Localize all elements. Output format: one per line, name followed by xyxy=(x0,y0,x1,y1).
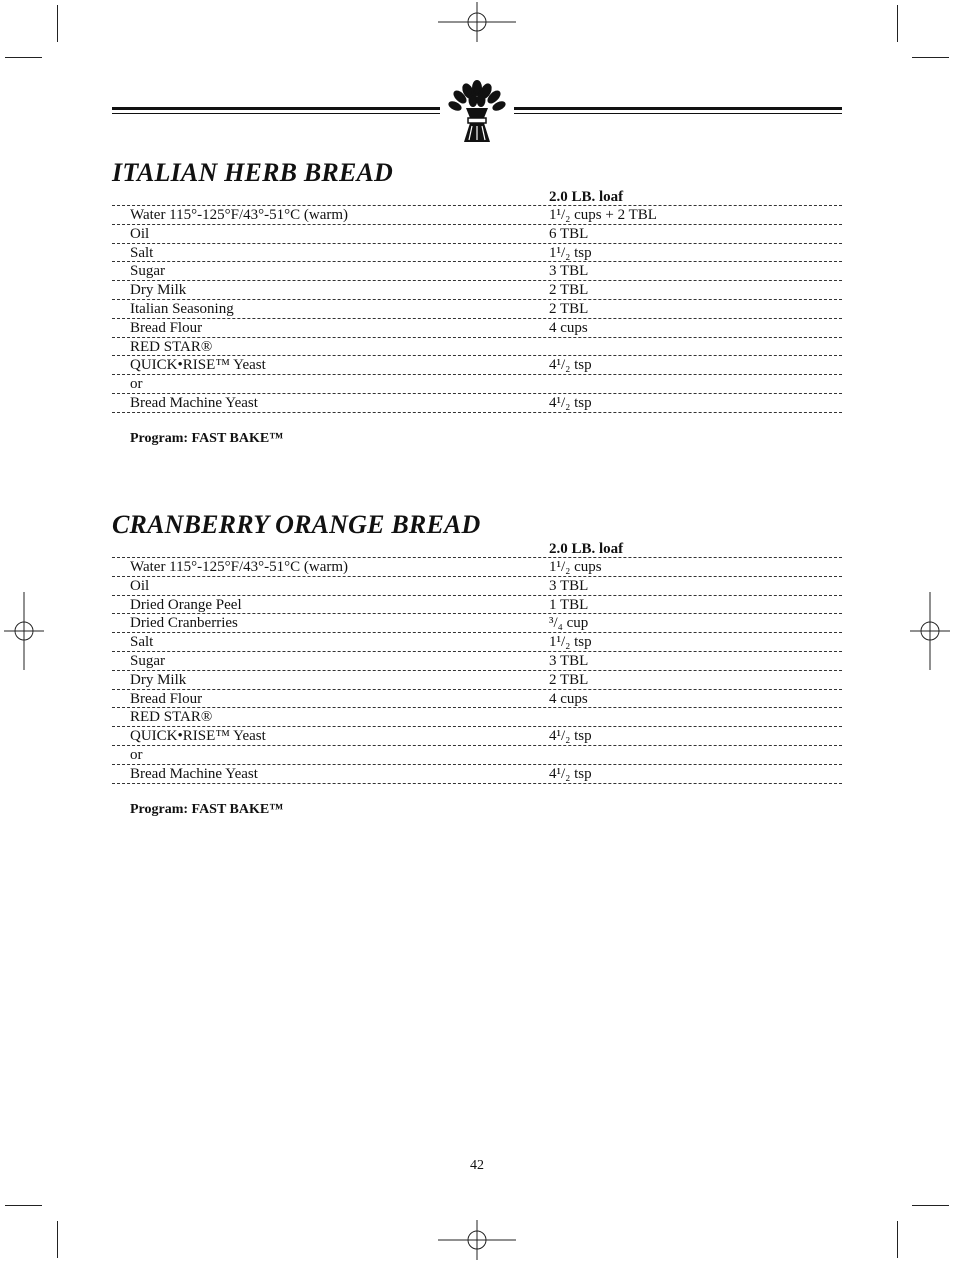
table-row xyxy=(112,319,842,338)
ingredient-amount: 4 cups xyxy=(549,319,588,336)
table-row xyxy=(112,690,842,709)
ingredient-name: RED STAR® xyxy=(130,709,213,726)
crop-mark xyxy=(57,5,58,42)
table-row xyxy=(112,671,842,690)
ingredient-amount: 1 TBL xyxy=(549,596,589,613)
table-row xyxy=(112,394,842,413)
table-row xyxy=(112,614,842,633)
ingredient-amount: 2 TBL xyxy=(549,671,589,688)
table-row xyxy=(112,262,842,281)
ingredient-amount: 3 TBL xyxy=(549,263,589,280)
ingredient-amount: 6 TBL xyxy=(549,225,589,242)
ingredient-name: Bread Flour xyxy=(130,319,203,336)
ingredient-name: Bread Machine Yeast xyxy=(130,765,258,782)
page-number: 42 xyxy=(470,1158,484,1173)
registration-mark-icon xyxy=(438,1220,516,1260)
ingredient-name: or xyxy=(130,746,143,763)
loaf-size-header: 2.0 LB. loaf xyxy=(112,188,842,206)
registration-mark-icon xyxy=(438,2,516,42)
ingredient-name: Sugar xyxy=(130,652,165,669)
crop-mark xyxy=(5,57,42,58)
ingredient-table xyxy=(112,558,842,784)
recipe-cranberry-orange-bread xyxy=(112,510,842,818)
ingredient-amount: 1¹/₂ cups + 2 TBL xyxy=(549,207,657,223)
ingredient-name: Bread Flour xyxy=(130,690,203,707)
ingredient-amount: ³/₄ cup xyxy=(549,615,589,632)
ingredient-name: Dried Cranberries xyxy=(130,615,238,632)
table-row xyxy=(112,300,842,319)
ingredient-name: QUICK•RISE™ Yeast xyxy=(130,728,266,745)
table-row xyxy=(112,727,842,746)
table-row xyxy=(112,577,842,596)
table-row xyxy=(112,375,842,394)
ingredient-amount: 2 TBL xyxy=(549,282,589,299)
ingredient-amount: 4¹/₂ tsp xyxy=(549,728,592,745)
crop-mark xyxy=(897,1221,898,1258)
table-row xyxy=(112,746,842,765)
ingredient-amount: 3 TBL xyxy=(549,652,589,669)
table-row xyxy=(112,356,842,375)
table-row xyxy=(112,558,842,577)
ingredient-amount: 2 TBL xyxy=(549,300,589,317)
registration-mark-icon xyxy=(910,592,950,670)
ingredient-name: Bread Machine Yeast xyxy=(130,394,258,411)
ingredient-amount: 4¹/₂ tsp xyxy=(549,357,592,374)
ingredient-name: or xyxy=(130,376,143,393)
table-row xyxy=(112,765,842,784)
ingredient-table xyxy=(112,206,842,413)
recipe-title: CRANBERRY ORANGE BREAD xyxy=(112,510,481,539)
table-row xyxy=(112,244,842,263)
table-row xyxy=(112,708,842,727)
registration-mark-icon xyxy=(4,592,44,670)
loaf-size-header: 2.0 LB. loaf xyxy=(112,540,842,558)
ingredient-name: QUICK•RISE™ Yeast xyxy=(130,357,266,374)
program-setting: Program: FAST BAKE™ xyxy=(130,430,284,446)
crop-mark xyxy=(912,57,949,58)
ingredient-amount: 4 cups xyxy=(549,690,588,707)
table-row xyxy=(112,206,842,225)
crop-mark xyxy=(5,1205,42,1206)
ingredient-name: Oil xyxy=(130,225,150,242)
ingredient-amount: 4¹/₂ tsp xyxy=(549,394,592,411)
ingredient-name: Dried Orange Peel xyxy=(130,596,242,613)
ingredient-name: Salt xyxy=(130,244,154,261)
ingredient-amount: 3 TBL xyxy=(549,577,589,594)
ingredient-name: Salt xyxy=(130,634,154,651)
ingredient-name: Dry Milk xyxy=(130,671,187,688)
table-row xyxy=(112,633,842,652)
crop-mark xyxy=(57,1221,58,1258)
table-row xyxy=(112,338,842,357)
table-row xyxy=(112,596,842,615)
wheat-sheaf-icon xyxy=(444,80,510,146)
ingredient-amount: 1¹/₂ tsp xyxy=(549,244,592,261)
ingredient-name: Oil xyxy=(130,577,150,594)
crop-mark xyxy=(912,1205,949,1206)
recipe-title: ITALIAN HERB BREAD xyxy=(112,158,394,187)
ingredient-name: Sugar xyxy=(130,263,165,280)
table-row xyxy=(112,652,842,671)
table-row xyxy=(112,225,842,244)
ingredient-name: Water 115°-125°F/43°-51°C (warm) xyxy=(130,207,349,223)
ingredient-name: Water 115°-125°F/43°-51°C (warm) xyxy=(130,559,349,575)
ingredient-amount: 1¹/₂ cups xyxy=(549,559,602,575)
crop-mark xyxy=(897,5,898,42)
ingredient-amount: 4¹/₂ tsp xyxy=(549,765,592,782)
table-row xyxy=(112,281,842,300)
recipe-italian-herb-bread xyxy=(112,158,842,447)
ingredient-name: RED STAR® xyxy=(130,338,213,355)
ingredient-amount: 1¹/₂ tsp xyxy=(549,634,592,651)
ingredient-name: Dry Milk xyxy=(130,282,187,299)
program-setting: Program: FAST BAKE™ xyxy=(130,801,284,817)
ingredient-name: Italian Seasoning xyxy=(130,300,234,317)
